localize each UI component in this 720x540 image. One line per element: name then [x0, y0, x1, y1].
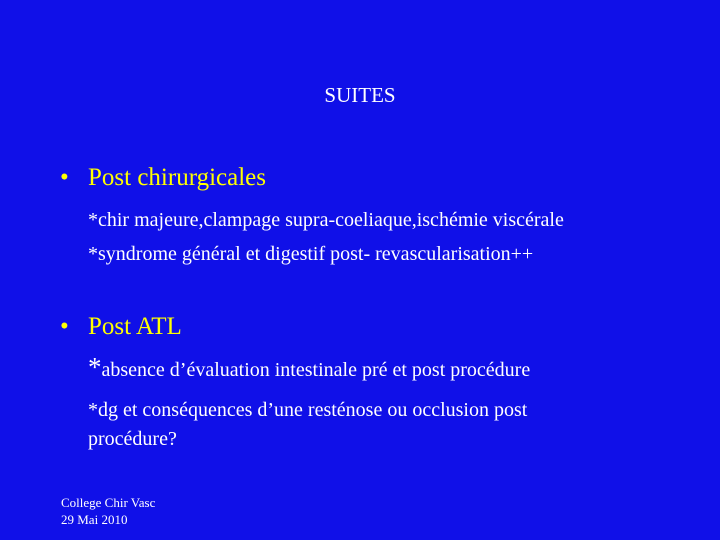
section-heading-post-atl: Post ATL: [88, 313, 182, 340]
section-line: *chir majeure,clampage supra-coeliaque,ischémie viscérale: [88, 209, 564, 231]
asterisk-marker: *: [88, 352, 102, 382]
section-heading-post-chirurgicales: Post chirurgicales: [88, 164, 266, 191]
section-line: *dg et conséquences d’une resténose ou occlusion post: [88, 399, 528, 421]
bullet-marker: •: [60, 164, 69, 191]
section-line: procédure?: [88, 428, 177, 450]
slide-title-text: SUITES: [324, 83, 396, 107]
footer-date: 29 Mai 2010: [61, 512, 128, 527]
bullet-marker: •: [60, 313, 69, 340]
section-line: [88, 354, 530, 384]
slide-title: [0, 82, 720, 108]
slide-footer: [61, 494, 155, 528]
section-line-text: absence d’évaluation intestinale pré et post procédure: [101, 359, 531, 381]
section-line: *syndrome général et digestif post- revascularisation++: [88, 243, 534, 265]
footer-organization: College Chir Vasc: [61, 495, 156, 510]
